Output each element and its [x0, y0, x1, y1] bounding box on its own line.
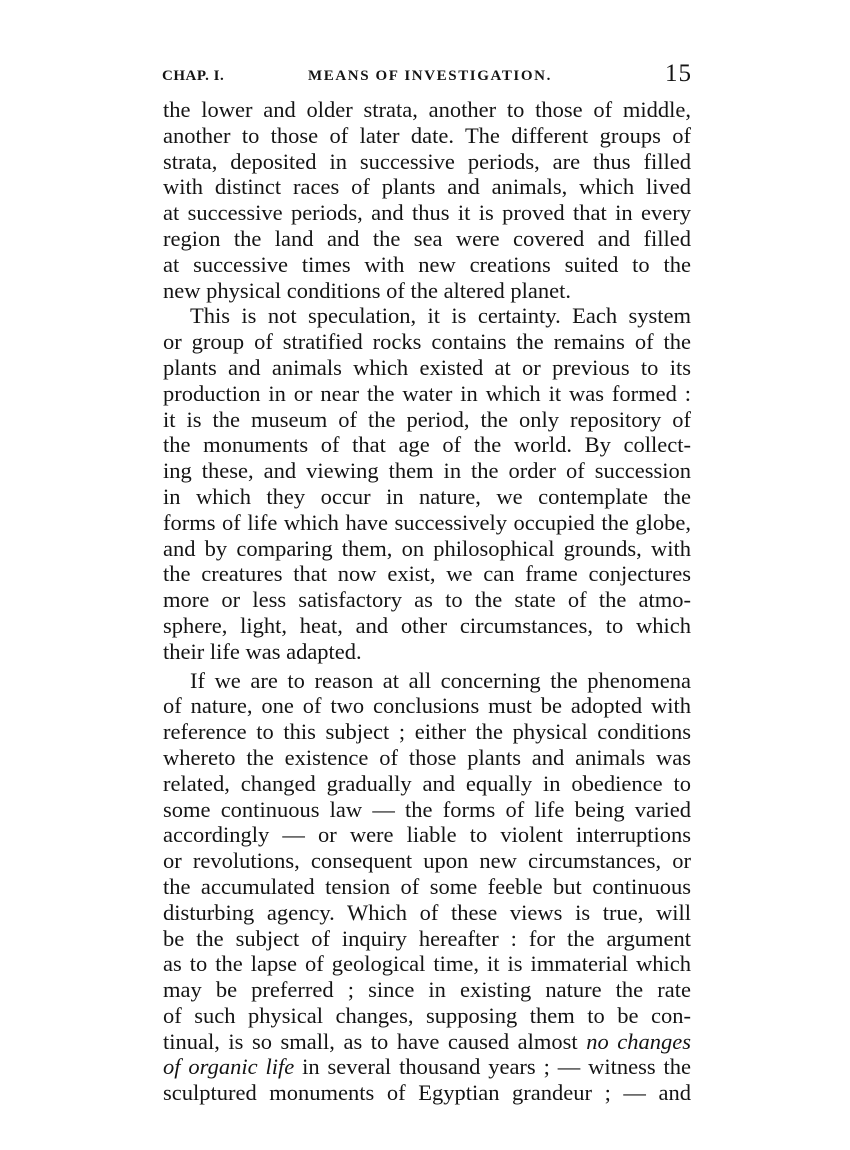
- text-line: whereto the existence of those plants and animals was: [163, 744, 691, 770]
- text-line: strata, deposited in successive periods, are thus filled: [163, 148, 691, 174]
- text-line-mixed: [163, 1029, 691, 1055]
- text-segment: in several thousand years ; — witness the: [294, 1054, 691, 1080]
- text-line: ing these, and viewing them in the order of succession: [163, 458, 691, 484]
- text-line: This is not speculation, it is certainty. Each system: [190, 303, 691, 329]
- text-line: If we are to reason at all concerning the phenomena: [190, 667, 691, 693]
- text-line: more or less satisfactory as to the state of the atmo-: [163, 587, 691, 613]
- text-line: as to the lapse of geological time, it is immaterial which: [163, 951, 691, 977]
- text-line: region the land and the sea were covered and filled: [163, 225, 691, 251]
- text-line: accordingly — or were liable to violent interruptions: [163, 822, 691, 848]
- text-line: or group of stratified rocks contains the remains of the: [163, 329, 691, 355]
- text-line: reference to this subject ; either the physical conditions: [163, 719, 691, 745]
- paragraph-3: [163, 668, 691, 1107]
- text-line: it is the museum of the period, the only repository of: [163, 406, 691, 432]
- paragraph-1: [163, 97, 691, 303]
- page-number: 15: [665, 60, 692, 87]
- text-line: with distinct races of plants and animals, which lived: [163, 174, 691, 200]
- chapter-label: CHAP. I.: [162, 68, 225, 84]
- text-line: forms of life which have successively occupied the globe,: [163, 509, 691, 535]
- text-line: the creatures that now exist, we can frame conjectures: [163, 561, 691, 587]
- text-line: new physical conditions of the altered planet.: [163, 277, 571, 303]
- italic-phrase: no changes: [586, 1028, 691, 1054]
- text-line: some continuous law — the forms of life being varied: [163, 796, 691, 822]
- text-line: plants and animals which existed at or previous to its: [163, 354, 691, 380]
- text-line: another to those of later date. The different groups of: [163, 122, 691, 148]
- text-line: may be preferred ; since in existing nature the rate: [163, 977, 691, 1003]
- text-line: of such physical changes, supposing them to be con-: [163, 1002, 691, 1028]
- text-line: the monuments of that age of the world. By collect-: [163, 432, 691, 458]
- text-line: production in or near the water in which it was formed :: [163, 380, 691, 406]
- paragraph-2: [163, 303, 691, 664]
- text-line: their life was adapted.: [163, 638, 362, 664]
- text-segment: tinual, is so small, as to have caused almost: [163, 1028, 587, 1054]
- text-line: the accumulated tension of some feeble but continuous: [163, 873, 691, 899]
- text-line: related, changed gradually and equally in obedience to: [163, 770, 691, 796]
- text-line-mixed: [163, 1054, 691, 1080]
- text-line: at successive times with new creations suited to the: [163, 251, 691, 277]
- running-title: MEANS OF INVESTIGATION.: [308, 68, 552, 84]
- running-head: [162, 60, 692, 94]
- text-line: be the subject of inquiry hereafter : for the argument: [163, 925, 691, 951]
- text-line: of nature, one of two conclusions must be adopted with: [163, 693, 691, 719]
- text-line: in which they occur in nature, we contemplate the: [163, 483, 691, 509]
- body-text: [163, 97, 691, 1106]
- italic-phrase: of organic life: [163, 1054, 295, 1080]
- text-line: sculptured monuments of Egyptian grandeur ; — and: [163, 1080, 691, 1106]
- text-line: at successive periods, and thus it is proved that in every: [163, 200, 691, 226]
- text-line: and by comparing them, on philosophical grounds, with: [163, 535, 691, 561]
- text-line: or revolutions, consequent upon new circumstances, or: [163, 848, 691, 874]
- text-line: the lower and older strata, another to those of middle,: [163, 97, 691, 122]
- text-line: sphere, light, heat, and other circumstances, to which: [163, 612, 691, 638]
- text-line: disturbing agency. Which of these views is true, will: [163, 899, 691, 925]
